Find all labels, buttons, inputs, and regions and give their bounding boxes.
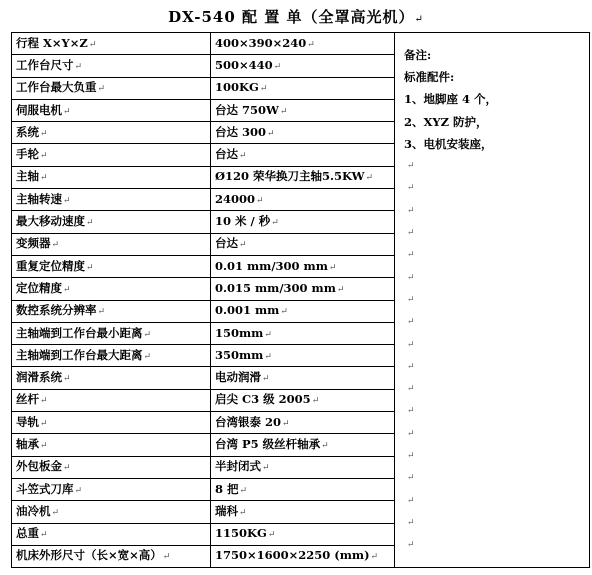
notes-item: 3、电机安装座，: [404, 136, 493, 151]
paragraph-mark: ↵: [407, 183, 415, 194]
spec-value: 台湾银泰 20: [215, 414, 282, 429]
spec-label: 系统: [16, 124, 39, 139]
title-text: DX-540 配 置 单（全罩高光机）: [168, 8, 415, 26]
notes-cell: [395, 33, 590, 568]
spec-value-cell: [211, 412, 395, 434]
spec-label-cell: [12, 144, 211, 166]
paragraph-mark: ↵: [336, 284, 345, 295]
notes-empty-line: [399, 400, 589, 422]
paragraph-mark: ↵: [97, 84, 106, 95]
paragraph-mark: ↵: [407, 294, 415, 305]
spec-label-cell: [12, 478, 211, 500]
spec-label-cell: [12, 434, 211, 456]
paragraph-mark: ↵: [271, 218, 279, 229]
spec-label-cell: [12, 255, 211, 277]
spec-value-cell: [211, 144, 395, 166]
spec-value-cell: [211, 166, 395, 188]
notes-empty-line: [399, 467, 589, 489]
spec-value-cell: [211, 322, 395, 344]
spec-label-cell: [12, 367, 211, 389]
spec-label-cell: [12, 55, 211, 77]
paragraph-mark: ↵: [407, 272, 415, 283]
spec-label-cell: [12, 545, 211, 567]
paragraph-mark: ↵: [239, 240, 247, 251]
spec-value-cell: [211, 278, 395, 300]
paragraph-mark: ↵: [40, 440, 48, 451]
spec-label-cell: [12, 322, 211, 344]
spec-value-cell: [211, 523, 395, 545]
paragraph-mark: ↵: [279, 106, 288, 117]
spec-label: 数控系统分辨率: [16, 303, 97, 318]
notes-empty-line: [399, 356, 589, 378]
paragraph-mark: ↵: [407, 228, 415, 239]
spec-label-cell: [12, 211, 211, 233]
spec-label: 导轨: [16, 414, 39, 429]
spec-value: 启尖 C3 级 2005: [215, 392, 311, 407]
paragraph-mark: ↵: [407, 495, 415, 506]
paragraph-mark: ↵: [267, 530, 276, 541]
spec-label-cell: [12, 456, 211, 478]
spec-value: 1150KG: [215, 526, 267, 541]
notes-empty-line: [399, 200, 589, 222]
notes-empty-line: [399, 445, 589, 467]
spec-value: 台达: [215, 236, 238, 251]
paragraph-mark: ↵: [143, 329, 152, 340]
spec-label-cell: [12, 99, 211, 121]
paragraph-mark: ↵: [407, 205, 415, 216]
notes-empty-line: [399, 512, 589, 534]
spec-table: [11, 32, 590, 568]
spec-value: 400×390×240: [215, 35, 307, 50]
paragraph-mark: ↵: [321, 440, 329, 451]
paragraph-mark: ↵: [256, 195, 264, 206]
spec-value-cell: [211, 233, 395, 255]
spec-value-cell: [211, 189, 395, 211]
spec-table-body: [12, 33, 590, 568]
spec-value: 台达 300: [215, 124, 267, 139]
table-row: [12, 33, 590, 55]
notes-empty-line: [399, 155, 589, 177]
paragraph-mark: ↵: [407, 339, 415, 350]
page-title: [0, 6, 592, 27]
spec-label: 最大移动速度: [16, 214, 85, 229]
notes-empty-line: [399, 378, 589, 400]
paragraph-mark: ↵: [267, 128, 275, 139]
paragraph-mark: ↵: [239, 485, 248, 496]
spec-label: 油冷机: [16, 503, 51, 518]
spec-label-cell: [12, 166, 211, 188]
spec-value-cell: [211, 389, 395, 411]
spec-value: 台湾 P5 级丝杆轴承: [215, 436, 321, 451]
spec-value-cell: [211, 33, 395, 55]
paragraph-mark: ↵: [63, 284, 71, 295]
spec-value: 1750×1600×2250 (mm): [215, 548, 370, 563]
paragraph-mark: ↵: [40, 128, 48, 139]
paragraph-mark: ↵: [407, 473, 415, 484]
spec-value-cell: [211, 434, 395, 456]
paragraph-mark: ↵: [407, 517, 415, 528]
spec-label-cell: [12, 122, 211, 144]
spec-label: 主轴: [16, 169, 39, 184]
spec-value: 10 米 / 秒: [215, 214, 271, 229]
paragraph-mark: ↵: [307, 39, 315, 50]
notes-empty-line: [399, 490, 589, 512]
paragraph-mark: ↵: [407, 540, 415, 551]
notes-empty-line: [399, 534, 589, 556]
paragraph-mark: ↵: [74, 61, 83, 72]
paragraph-mark: ↵: [311, 396, 320, 407]
paragraph-mark: ↵: [370, 552, 379, 563]
notes-item: 1、地脚座 4 个，: [404, 92, 498, 107]
paragraph-mark: ↵: [262, 374, 270, 385]
notes-empty-line: [399, 222, 589, 244]
spec-value-cell: [211, 478, 395, 500]
notes-empty-line: [399, 423, 589, 445]
spec-label: 主轴转速: [16, 191, 62, 206]
spec-label: 总重: [16, 526, 39, 541]
spec-value: 24000: [215, 191, 256, 206]
spec-label: 工作台尺寸: [16, 57, 74, 72]
paragraph-mark: ↵: [328, 262, 337, 273]
spec-value-cell: [211, 77, 395, 99]
paragraph-mark: ↵: [239, 507, 247, 518]
paragraph-mark: ↵: [40, 173, 48, 184]
spec-label: 机床外形尺寸（长×宽×高）: [16, 548, 162, 563]
spec-value: 8 把: [215, 481, 239, 496]
spec-value-cell: [211, 456, 395, 478]
paragraph-mark: ↵: [264, 329, 272, 340]
spec-value: 台达 750W: [215, 102, 279, 117]
paragraph-mark: ↵: [282, 418, 290, 429]
paragraph-mark: ↵: [63, 463, 71, 474]
paragraph-mark: ↵: [143, 351, 152, 362]
paragraph-mark: ↵: [407, 361, 415, 372]
spec-value: 半封闭式: [215, 459, 261, 474]
paragraph-mark: ↵: [259, 84, 268, 95]
spec-value: 台达: [215, 147, 238, 162]
spec-label-cell: [12, 278, 211, 300]
spec-value-cell: [211, 122, 395, 144]
notes-empty-line: [399, 289, 589, 311]
spec-label: 变频器: [16, 236, 51, 251]
spec-value: 瑞科: [215, 503, 238, 518]
paragraph-mark: ↵: [264, 351, 272, 362]
spec-label: 行程 X×Y×Z: [16, 35, 88, 50]
spec-label-cell: [12, 189, 211, 211]
spec-label-cell: [12, 77, 211, 99]
paragraph-mark: ↵: [407, 406, 415, 417]
notes-empty-line: [399, 334, 589, 356]
spec-label-cell: [12, 233, 211, 255]
spec-label: 斗笠式刀库: [16, 481, 74, 496]
paragraph-mark: ↵: [51, 507, 60, 518]
spec-value-cell: [211, 545, 395, 567]
spec-label-cell: [12, 389, 211, 411]
paragraph-mark: ↵: [407, 428, 415, 439]
spec-value: 0.01 mm/300 mm: [215, 258, 328, 273]
spec-label-cell: [12, 523, 211, 545]
paragraph-mark: ↵: [63, 374, 71, 385]
spec-label-cell: [12, 412, 211, 434]
paragraph-mark: ↵: [51, 240, 60, 251]
spec-label: 伺服电机: [16, 102, 62, 117]
paragraph-mark: ↵: [407, 317, 415, 328]
spec-label: 外包板金: [16, 459, 62, 474]
spec-value: 150mm: [215, 325, 264, 340]
paragraph-mark: ↵: [365, 173, 374, 184]
paragraph-mark: ↵: [407, 450, 415, 461]
paragraph-mark: ↵: [407, 384, 415, 395]
paragraph-mark: ↵: [86, 218, 94, 229]
spec-label-cell: [12, 33, 211, 55]
spec-label-cell: [12, 501, 211, 523]
notes-empty-line: [399, 267, 589, 289]
notes-item: 2、XYZ 防护，: [404, 114, 488, 129]
paragraph-mark: ↵: [63, 106, 71, 117]
paragraph-mark: ↵: [407, 250, 415, 261]
spec-label: 主轴端到工作台最大距离: [16, 347, 143, 362]
paragraph-mark: ↵: [88, 39, 97, 50]
spec-label: 工作台最大负重: [16, 80, 97, 95]
spec-label-cell: [12, 300, 211, 322]
notes-empty-line: [399, 177, 589, 199]
spec-value: 350mm: [215, 347, 264, 362]
paragraph-mark: ↵: [162, 552, 171, 563]
spec-value-cell: [211, 99, 395, 121]
spec-value-cell: [211, 55, 395, 77]
spec-value: Ø120 荣华换刀主轴5.5KW: [215, 169, 365, 184]
notes-subheading: 标准配件:: [404, 69, 455, 84]
spec-label: 丝杆: [16, 392, 39, 407]
paragraph-mark: ↵: [97, 307, 106, 318]
paragraph-mark: ↵: [86, 262, 94, 273]
paragraph-mark: ↵: [280, 307, 288, 318]
spec-value: 100KG: [215, 80, 259, 95]
spec-value-cell: [211, 211, 395, 233]
spec-label: 润滑系统: [16, 370, 62, 385]
spec-value-cell: [211, 501, 395, 523]
paragraph-mark: ↵: [74, 485, 83, 496]
spec-label: 定位精度: [16, 280, 62, 295]
paragraph-mark: ↵: [63, 195, 71, 206]
spec-value: 电动润滑: [215, 370, 261, 385]
spec-value-cell: [211, 300, 395, 322]
notes-empty-line: [399, 244, 589, 266]
spec-label: 手轮: [16, 147, 39, 162]
paragraph-mark: ↵: [40, 530, 48, 541]
title-paragraph-mark: ↵: [414, 14, 424, 25]
notes-heading: 备注:: [404, 47, 432, 62]
spec-value-cell: [211, 367, 395, 389]
spec-value-cell: [211, 345, 395, 367]
spec-value-cell: [211, 255, 395, 277]
notes-empty-line: [399, 311, 589, 333]
paragraph-mark: ↵: [40, 151, 48, 162]
paragraph-mark: ↵: [273, 61, 282, 72]
spec-label: 重复定位精度: [16, 258, 85, 273]
spec-value: 0.001 mm: [215, 303, 280, 318]
spec-label: 轴承: [16, 436, 39, 451]
spec-value: 500×440: [215, 57, 273, 72]
spec-label: 主轴端到工作台最小距离: [16, 325, 143, 340]
spec-value: 0.015 mm/300 mm: [215, 280, 336, 295]
paragraph-mark: ↵: [407, 161, 415, 172]
paragraph-mark: ↵: [262, 463, 270, 474]
paragraph-mark: ↵: [239, 151, 247, 162]
paragraph-mark: ↵: [40, 418, 48, 429]
spec-label-cell: [12, 345, 211, 367]
paragraph-mark: ↵: [40, 396, 48, 407]
